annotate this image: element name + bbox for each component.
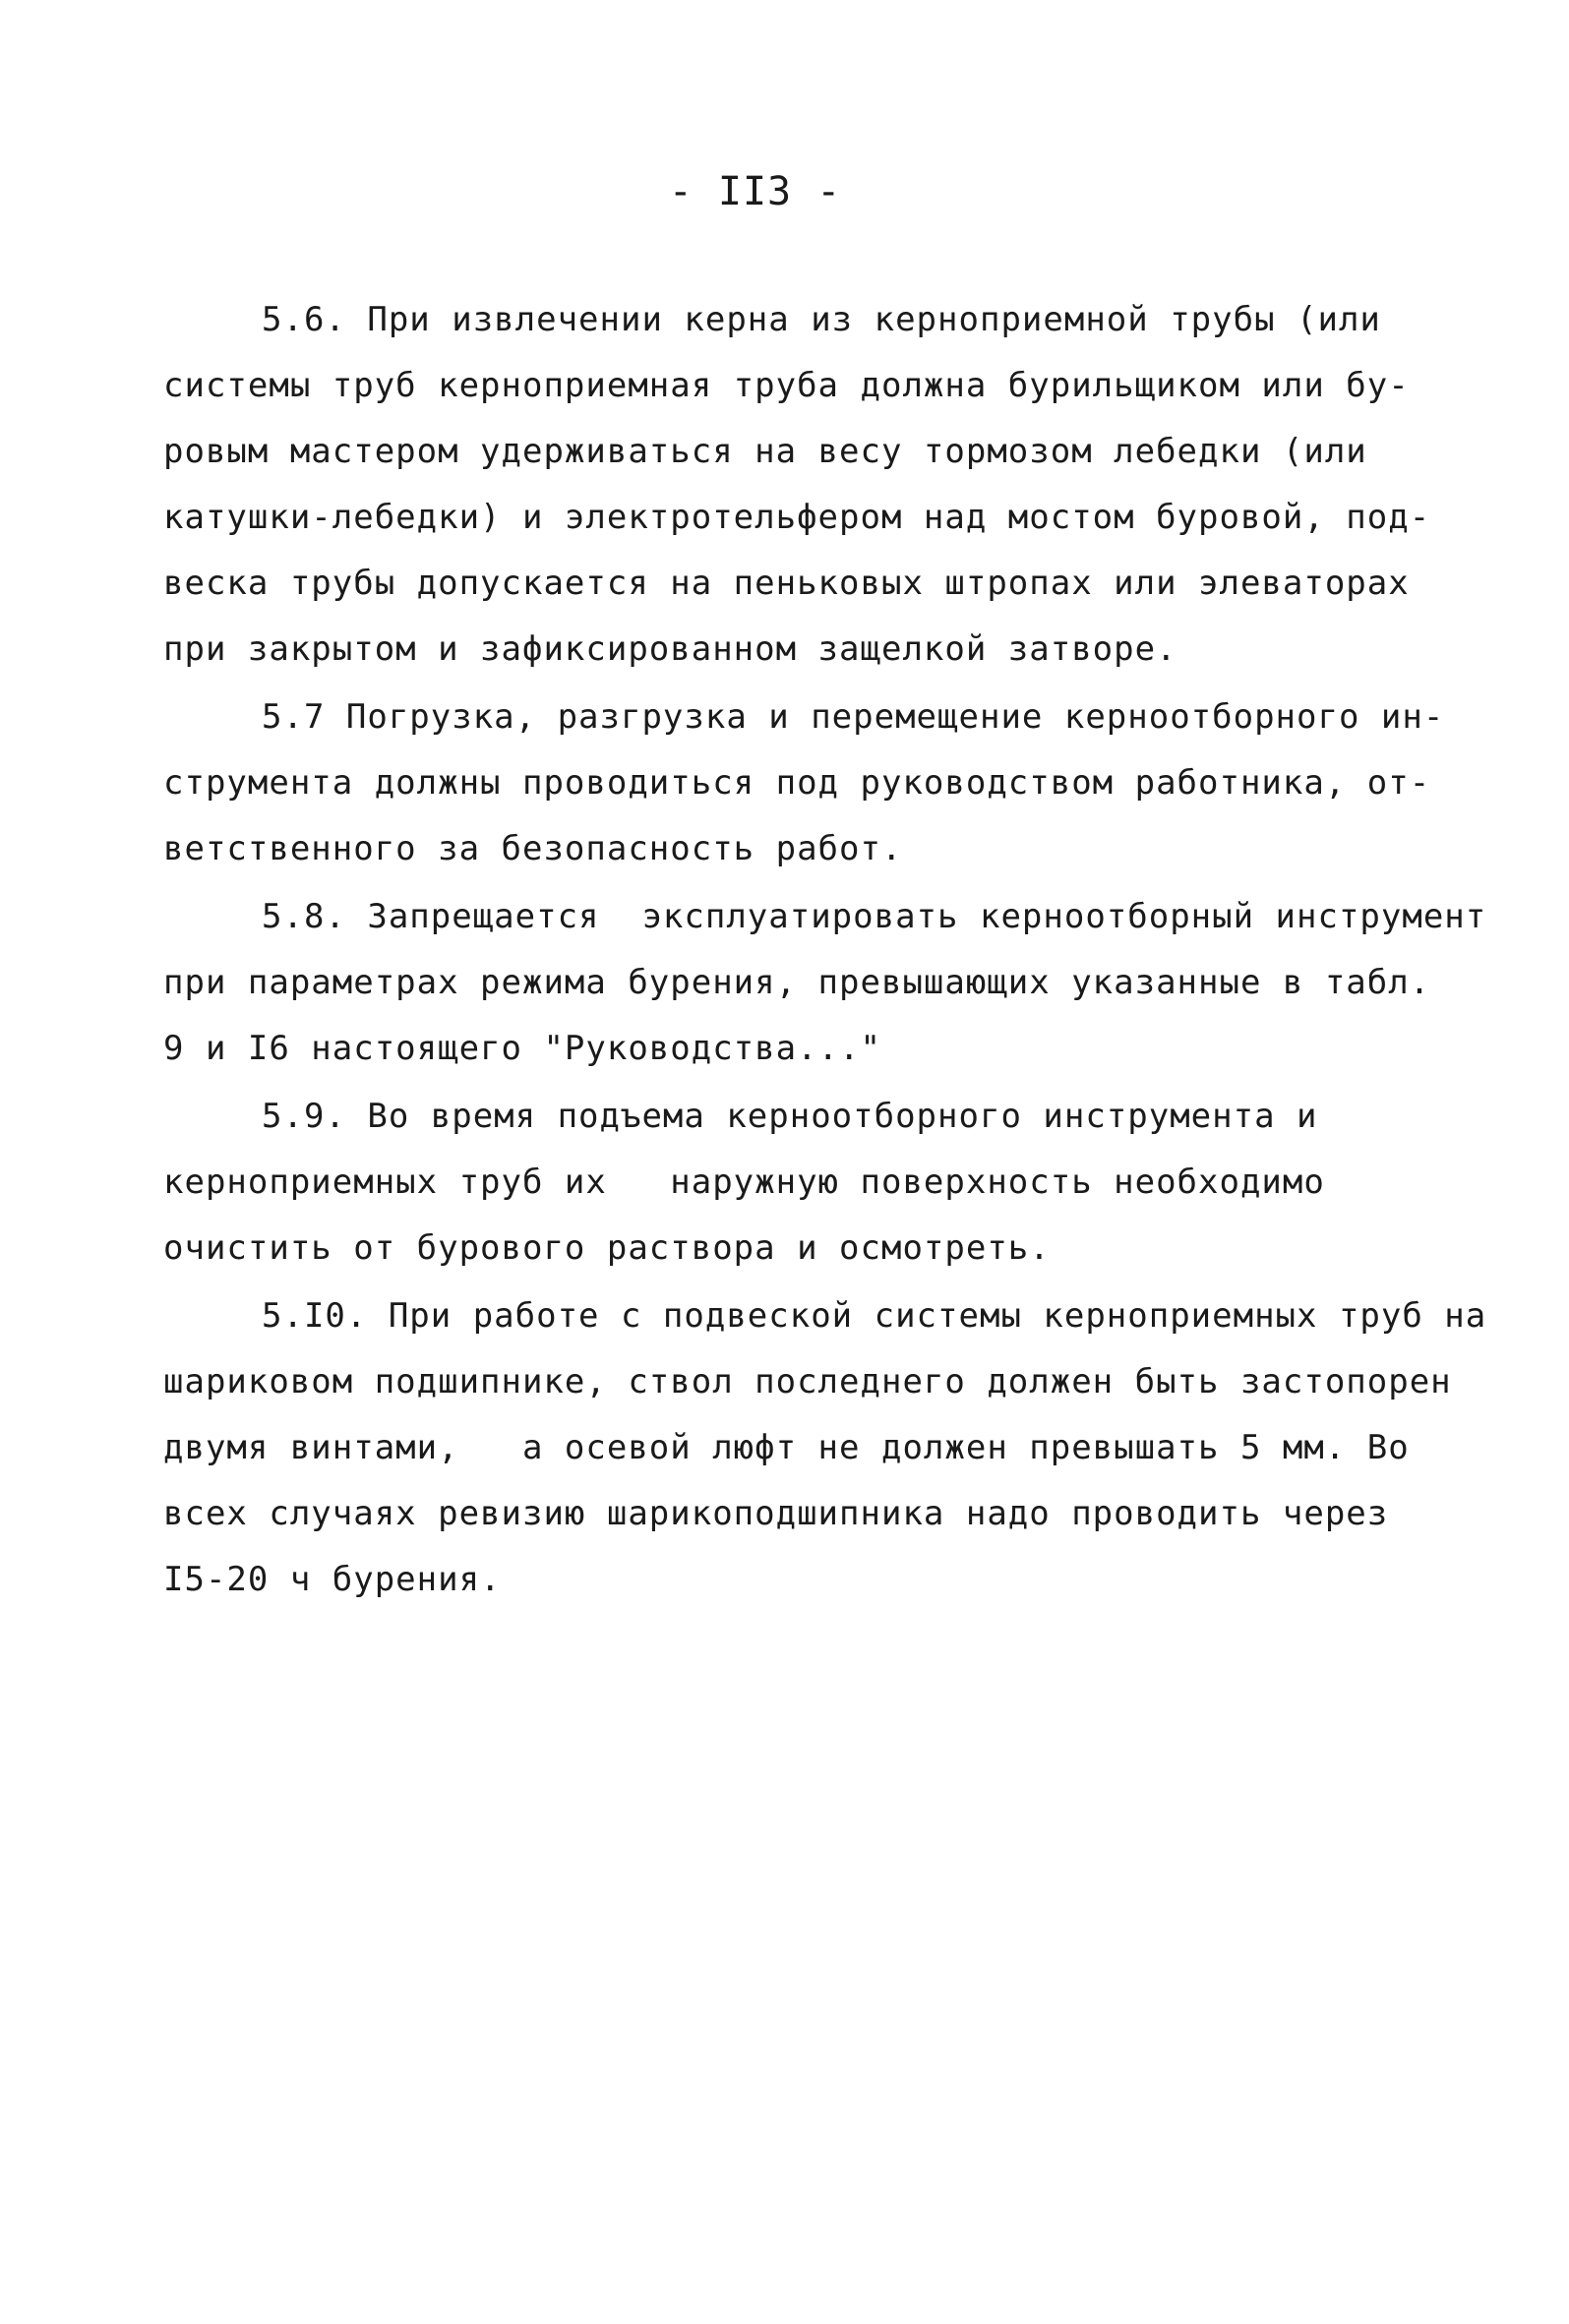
paragraph-5-10-line: 5.I0. При работе с подвеской системы керноприемных труб на — [262, 1296, 1487, 1336]
paragraph-5-6-line: при закрытом и зафиксированном защелкой затворе. — [163, 629, 1177, 669]
paragraph-5-8-line: 9 и I6 настоящего "Руководства..." — [163, 1029, 881, 1068]
paragraph-5-6-line: катушки-лебедки) и электротельфером над мостом буровой, под- — [163, 498, 1431, 537]
paragraph-5-7-line: ветственного за безопасность работ. — [163, 829, 903, 868]
paragraph-5-9-line: керноприемных труб их наружную поверхность необходимо — [163, 1162, 1325, 1202]
paragraph-5-7-line: 5.7 Погрузка, разгрузка и перемещение керноотборного ин- — [262, 697, 1445, 737]
paragraph-5-10-line: всех случаях ревизию шарикоподшипника надо проводить через — [163, 1494, 1389, 1533]
paragraph-5-6-line: ровым мастером удерживаться на весу тормозом лебедки (или — [163, 432, 1367, 471]
page-number: - II3 - — [668, 169, 842, 214]
paragraph-5-8-line: при параметрах режима бурения, превышающих указанные в табл. — [163, 963, 1431, 1002]
paragraph-5-7-line: струмента должны проводиться под руководством работника, от- — [163, 763, 1431, 803]
paragraph-5-6-line: 5.6. При извлечении керна из керноприемной трубы (или — [262, 300, 1381, 339]
paragraph-5-6-line: системы труб керноприемная труба должна бурильщиком или бу- — [163, 366, 1410, 405]
paragraph-5-10-line: двумя винтами, а осевой люфт не должен превышать 5 мм. Во — [163, 1428, 1410, 1467]
paragraph-5-9-line: очистить от бурового раствора и осмотреть. — [163, 1228, 1051, 1268]
paragraph-5-8-line: 5.8. Запрещается эксплуатировать керноотборный инструмент — [262, 897, 1487, 936]
paragraph-5-10-line: шариковом подшипнике, ствол последнего должен быть застопорен — [163, 1362, 1452, 1401]
paragraph-5-10-line: I5-20 ч бурения. — [163, 1560, 502, 1599]
paragraph-5-6-line: веска трубы допускается на пеньковых штропах или элеваторах — [163, 564, 1410, 603]
paragraph-5-9-line: 5.9. Во время подъема керноотборного инструмента и — [262, 1097, 1318, 1136]
